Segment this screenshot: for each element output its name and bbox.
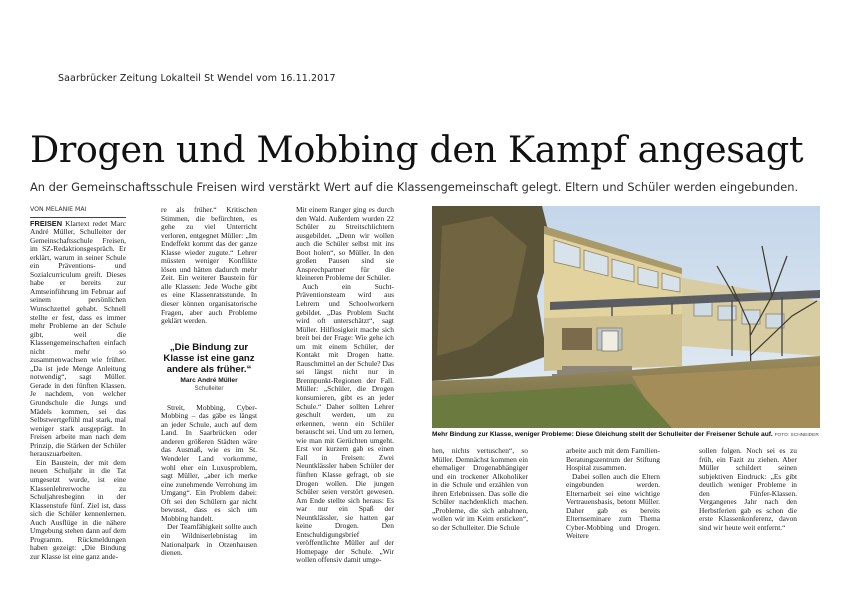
dateline: FREISEN [30,218,63,228]
pull-quote [161,342,257,394]
article-column-4 [432,447,528,532]
paragraph [30,220,126,459]
photo-credit: FOTO: SCHNEIDER [774,433,819,438]
pull-quote-text: „Die Bindung zur Klasse ist eine ganz andere als früher.“ [163,341,255,375]
caption-text: Mehr Bindung zur Klasse, weniger Probleme: Diese Gleichung stellt der Schulleiter der Freisener Schule auf. [432,431,773,438]
paragraph: Mit einem Ranger ging es durch den Wald. Außerdem wurden 22 Schüler zu Streitschlichtern ausgebildet. „Denn wir wollen auch die Schüler selbst mit ins Boot holen“, so Müller. In den großen Pausen sind sie Ansprechpartner für die kleineren Probleme der Schüler. [296,205,394,283]
paragraph: Der Teamfähigkeit sollte auch ein Wildniserlebnistag im Nationalpark in Otzenhausen dienen. [161,522,257,558]
paragraph: arbeite auch mit dem Familien-Beratungszentrum der Stiftung Hospital zusammen. [566,446,660,473]
article-column-3 [296,206,394,565]
paragraph: Ein Baustein, der mit dem neuen Schuljahr in die Tat umgesetzt wurde, ist eine Klassenlehrerwoche zu Schuljahresbeginn in der Klassenstufe fünf. Ziel ist, dass sich die Schüler kennenlernen. Auch Ausflüge in die nähere Umgebung stehen dann auf dem Programm. Rückmeldungen haben gezeigt: „Die Bindung zur Klasse ist eine ganz ande- [30,457,126,561]
headline: Drogen und Mobbing den Kampf angesagt [30,128,804,171]
photo-caption [432,431,822,438]
source-line: Saarbrücker Zeitung Lokalteil St Wendel vom 16.11.2017 [58,73,336,84]
subheadline: An der Gemeinschaftsschule Freisen wird verstärkt Wert auf die Klassengemeinschaft gelegt. Eltern und Schüler werden eingebunden. [30,180,799,194]
pull-quote-author: Marc André Müller [180,376,238,384]
paragraph: Dabei sollen auch die Eltern eingebunden werden. Elternarbeit sei eine wichtige Vertrauensbasis, betont Müller. Daher gab es bereits Elternseminare zum Thema Cyber-Mobbing und Drogen. Weitere [566,471,660,541]
paragraph-text: Klartext redet Marc André Müller, Schulleiter der Gemeinschaftsschule Freisen, im SZ-Redaktionsgespräch. Er erklärt, warum in seiner Schule ein Präventions- und Sozialcurriculum greift. Dieses habe er bereits zur Amtseinführung im Februar auf seinem persönlichen Wunschzettel gehabt. Schnell stellte er fest, dass es immer mehr Probleme an der Schule gibt, weil die Klassengemeinschaften einfach nicht mehr so zusammenwachsen wie früher. „Da ist jede Menge Anleitung notwendig“, sagt Müller. Gerade in den fünften Klassen. Je nachdem, von welcher Grundschule die Jungs und Mädels kommen, sei das Selbstwertgefühl mal stark, mal weniger stark ausgeprägt. In Freisen arbeite man nach dem Prinzip, die Stärken der Schüler herauszuarbeiten. [30,218,126,459]
byline: VON MELANIE MAI [30,206,126,218]
paragraph: Streit, Mobbing, Cyber-Mobbing – das gäbe es längst an jeder Schule, auch auf dem Land. In Saarbrücken oder anderen größeren Städten wäre das Ausmaß, wie es im St. Wendeler Land vorkomme, wohl eher ein Luxusproblem, sagt Müller, „aber ich merke eine zunehmende Verrohung im Umgang“. Ein Problem dabei: Oft sei den Schülern gar nicht bewusst, dass es sich um Mobbing handelt. [161,402,257,523]
article-column-2 [161,206,257,558]
school-building-image [432,206,820,428]
article-column-5 [566,447,660,541]
paragraph: hen, nichts vertuschen“, so Müller. Demnächst kommen ein ehemaliger Drogenabhängiger und ein trockener Alkoholiker in die Schule und erzählen von ihren Erlebnissen. Das solle die Schüler nachdenklich machen. „Probleme, die sich anbahnen, wollen wir im Keim ersticken“, so der Schulleiter. Die Schule [432,446,528,532]
paragraph: re als früher.“ Kritischen Stimmen, die befürchten, es gehe zu viel Unterricht verloren, entgegnet Müller: „Im Endeffekt kommt das der ganze Klasse wieder zugute.“ Lehrer müssten weniger Konflikte lösen und hätten dadurch mehr Zeit. Ein weiterer Baustein für alle Klassen: Jede Woche gibt es eine Klassenratsstunde. In dieser können organisatorische Fragen, aber auch Probleme geklärt werden. [161,205,257,326]
paragraph: Auch ein Sucht-Präventionsteam wird aus Lehrern und Schoolworkern gebildet. „Das Problem Sucht wird oft unterschätzt“, sagt Müller. Hilflosigkeit mache sich breit bei der Frage: Wie gehe ich um mit einem Schüler, der Kontakt mit Drogen hatte. Rauschmittel an der Schule? Das sei längst nicht nur in Brennpunkt-Regionen der Fall. Müller: „Schüler, die Drogen konsumieren, gibt es an jeder Schule.“ Daher sollten Lehrer geschult werden, um zu erkennen, wenn ein Schüler berauscht sei. Und um zu lernen, wie man mit Gerüchten umgeht. Erst vor kurzem gab es einen Fall in Freisen: Zwei Neuntklässler haben Schüler der fünften Klasse gefragt, ob sie Drogen wollen. Die jungen Schüler seien verstört gewesen. Am Ende stellte sich heraus: Es war nur ein Spaß der Neuntklässler, sie hatten gar keine Drogen. Den Entschuldigungsbrief veröffentlichte Müller auf der Homepage der Schule. „Wir wollen offensiv damit umge- [296,281,394,565]
pull-quote-role: Schulleiter [194,385,224,393]
article-column-6 [699,447,797,532]
paragraph: sollen folgen. Noch sei es zu früh, ein Fazit zu ziehen. Aber Müller schildert seinen subjektiven Eindruck: „Es gibt deutlich weniger Probleme in den Fünfer-Klassen. Vergangenes Jahr nach den Herbstferien gab es schon die erste Klassenkonferenz, davon sind wir heute weit entfernt.“ [699,446,797,532]
article-column-1 [30,206,126,561]
school-photo [432,206,820,428]
